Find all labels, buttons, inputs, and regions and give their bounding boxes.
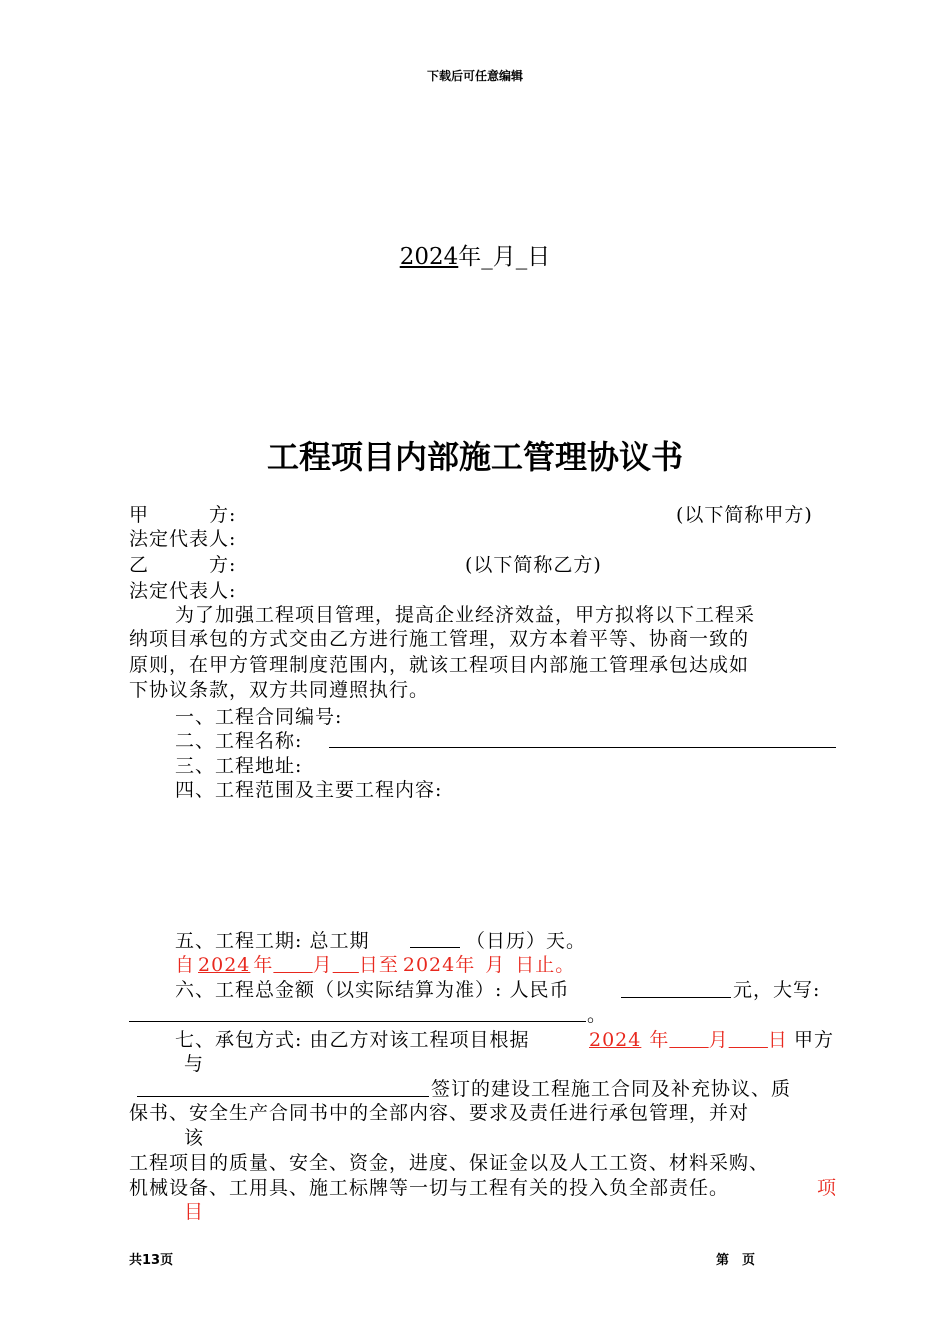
- party-b-rep: 法定代表人:: [129, 580, 237, 602]
- dates-start-day-blank: [333, 954, 359, 976]
- contract-party-blank: [137, 1096, 429, 1097]
- clause-7: 七、承包方式: 由乙方对该工程项目根据: [175, 1029, 530, 1051]
- clause-7-year: 2024: [589, 1029, 642, 1051]
- clause-7-line-3: 保书、安全生产合同书中的全部内容、要求及责任进行承包管理，并对: [129, 1102, 750, 1124]
- duration-blank: [410, 947, 460, 948]
- clause-6-end: 。: [587, 1004, 608, 1026]
- clause-7-month-blank: [669, 1029, 708, 1051]
- header-note: 下载后可任意编辑: [426, 69, 523, 83]
- clause-5-dates: [175, 953, 575, 977]
- dates-start-nian: 年: [253, 954, 274, 976]
- intro-line-2: 纳项目承包的方式交由乙方进行施工管理，双方本着平等、协商一致的: [129, 628, 750, 650]
- date-rest: 年_月_日: [458, 244, 551, 270]
- dates-start-year: 2024: [198, 954, 251, 976]
- amount-blank: [621, 997, 731, 998]
- clause-5: 五、工程工期: 总工期: [175, 930, 370, 952]
- clause-6: 六、工程总金额（以实际结算为准）: 人民币: [175, 979, 570, 1001]
- dates-start-yue: 月: [312, 954, 333, 976]
- clause-6-mid: 元，大写:: [733, 979, 821, 1001]
- clause-3: 三、工程地址:: [175, 755, 303, 777]
- clause-7-after: 甲方: [794, 1029, 835, 1051]
- clause-7-line-4: 工程项目的质量、安全、资金，进度、保证金以及人工工资、材料采购、: [129, 1152, 770, 1174]
- party-a-label: 甲 方:: [129, 504, 237, 526]
- document-title: 工程项目内部施工管理协议书: [266, 438, 683, 476]
- clause-7-line-2: 签订的建设工程施工合同及补充协议、质: [431, 1078, 792, 1100]
- dates-end-ri: 日止。: [515, 954, 576, 976]
- dates-end-year: 2024: [402, 954, 456, 976]
- intro-line-4: 下协议条款，双方共同遵照执行。: [129, 679, 430, 701]
- clause-7-ri: 日: [767, 1029, 788, 1051]
- dates-end-nian: 年: [455, 954, 476, 976]
- intro-line-3: 原则，在甲方管理制度范围内，就该工程项目内部施工管理承包达成如: [129, 654, 750, 676]
- dates-ri-zhi: 日至: [358, 954, 399, 976]
- dates-end-yue: 月: [485, 954, 506, 976]
- footer-page-number: 第 页: [716, 1253, 756, 1268]
- clause-7-yue: 月: [708, 1029, 729, 1051]
- party-b-note: (以下简称乙方): [465, 554, 602, 576]
- date-line: [0, 238, 950, 271]
- clause-7-date: [583, 1028, 788, 1052]
- clause-5-suffix: （日历）天。: [466, 930, 587, 952]
- clause-7-nian: 年: [649, 1029, 670, 1051]
- clause-2: 二、工程名称:: [175, 730, 303, 752]
- clause-7-red-xiang: 项: [817, 1177, 838, 1199]
- date-year: 2024: [399, 244, 459, 270]
- party-a-rep: 法定代表人:: [129, 528, 237, 550]
- clause-7-yu: 与: [184, 1053, 205, 1075]
- clause-7-day-blank: [729, 1029, 768, 1051]
- dates-from: 自: [175, 954, 196, 976]
- intro-line-1: 为了加强工程项目管理，提高企业经济效益，甲方拟将以下工程采: [175, 604, 756, 626]
- clause-4: 四、工程范围及主要工程内容:: [175, 779, 443, 801]
- party-b-label: 乙 方:: [129, 554, 237, 576]
- party-a-note: (以下简称甲方): [676, 504, 813, 526]
- clause-7-line-5: 机械设备、工用具、施工标牌等一切与工程有关的投入负全部责任。: [129, 1177, 730, 1199]
- clause-7-gai: 该: [184, 1127, 205, 1149]
- project-name-blank: [329, 747, 836, 748]
- amount-words-blank: [129, 1021, 586, 1022]
- footer-total-pages: 共13页: [129, 1253, 174, 1268]
- clause-1: 一、工程合同编号:: [175, 706, 343, 728]
- clause-7-red-mu: 目: [184, 1201, 205, 1223]
- dates-start-month-blank: [273, 954, 312, 976]
